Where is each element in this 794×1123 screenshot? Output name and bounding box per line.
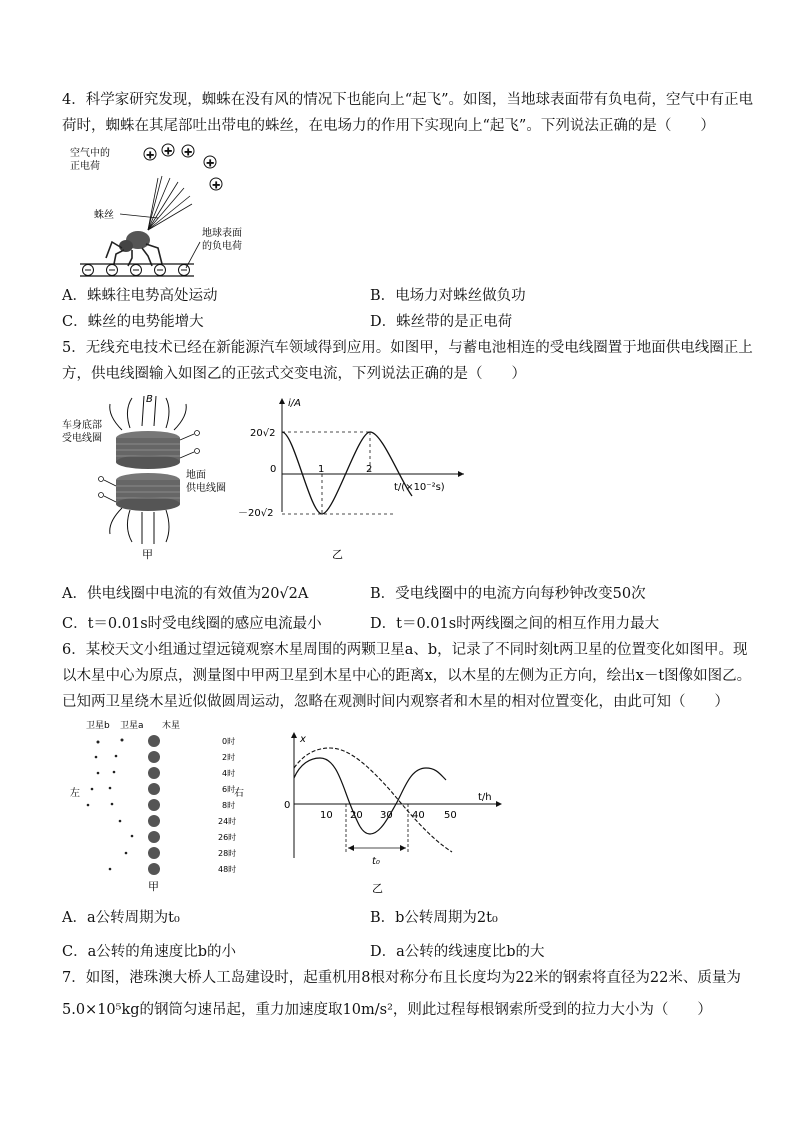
q5-stem-line2: 方，供电线圈输入如图乙的正弦式交变电流，下列说法正确的是（ ） [62, 366, 526, 382]
q6-sat-a-label: 卫星a [120, 721, 144, 731]
q6-curve-b [294, 748, 452, 852]
q6-time-labels [218, 736, 236, 874]
q4-negative-charges [83, 265, 190, 276]
q6-option-b[interactable]: B．b公转周期为2t₀ [370, 910, 498, 926]
svg-text:+: + [184, 147, 193, 158]
q4-stem-line1: 4．科学家研究发现，蜘蛛在没有风的情况下也能向上“起飞”。如图，当地球表面带有负电荷，空气中有正电 [62, 92, 754, 108]
q4-ground-label-1: 地球表面 [202, 228, 242, 239]
q4-stem-line2: 荷时，蜘蛛在其尾部吐出带电的蛛丝，在电场力的作用下实现向上“起飞”。下列说法正确的是（ ） [62, 118, 715, 134]
q6-caption-a: 甲 [148, 880, 159, 893]
svg-text:+: + [164, 146, 173, 157]
q5-option-a[interactable]: A．供电线圈中电流的有效值为20√2A [62, 586, 309, 602]
q6-xt-graph [280, 728, 510, 896]
q4-ground-label-2: 的负电荷 [202, 241, 242, 252]
q6-right-label: 右 [234, 788, 244, 799]
q7-stem-line1: 7．如图，港珠澳大桥人工岛建设时，起重机用8根对称分布且长度均为22米的钢索将直径为22米、质量为 [62, 970, 741, 986]
receiving-coil-icon [116, 431, 180, 469]
q7-stem-line2: 5.0×10⁵kg的钢筒匀速吊起，重力加速度取10m/s²，则此过程每根钢索所受到的拉力大小为（ ） [62, 1002, 712, 1018]
q6-x-tick-40: 40 [412, 810, 425, 821]
svg-text:24时: 24时 [218, 817, 237, 826]
svg-text:+: + [146, 150, 155, 161]
q5-b-label: B [146, 394, 153, 405]
q6-jupiter-label: 木星 [162, 721, 181, 731]
q5-origin-label: 0 [270, 464, 277, 475]
q5-ground-label-1: 地面 [186, 470, 206, 481]
q6-stem-line2: 以木星中心为原点，测量图中甲两卫星到木星中心的距离x，以木星的左侧为正方向，绘出x－t图像如图乙。 [62, 668, 752, 684]
q5-current-graph [236, 392, 476, 562]
q5-stem-line1: 5．无线充电技术已经在新能源汽车领域得到应用。如图甲，与蓄电池相连的受电线圈置于地面供电线圈正上 [62, 340, 753, 356]
q6-left-label: 左 [70, 788, 80, 799]
q6-observation-figure [62, 716, 262, 896]
q6-stem-line1: 6．某校天文小组通过望远镜观察木星周围的两颗卫星a、b，记录了不同时刻t两卫星的位置变化如图甲。现 [62, 642, 748, 658]
q4-spider-figure [62, 142, 282, 282]
q5-y-tick-positive: 20√2 [250, 428, 276, 439]
q5-ground-label-2: 供电线圈 [186, 483, 226, 494]
q4-silk-label: 蛛丝 [94, 210, 114, 221]
supply-coil-icon [116, 473, 180, 511]
q4-air-label-2: 正电荷 [70, 161, 100, 172]
q6-x-tick-30: 30 [380, 810, 393, 821]
svg-text:26时: 26时 [218, 833, 237, 842]
q4-air-label-1: 空气中的 [70, 148, 110, 159]
q5-caption-a: 甲 [142, 548, 153, 561]
svg-text:4时: 4时 [222, 769, 236, 778]
q6-x-axis-label: t/h [478, 792, 492, 803]
q5-option-d[interactable]: D．t＝0.01s时两线圈之间的相互作用力最大 [370, 616, 660, 632]
q5-sine-curve [282, 432, 412, 514]
q5-field-lines [110, 396, 187, 544]
q6-option-d[interactable]: D．a公转的线速度比b的大 [370, 944, 545, 960]
q6-origin-label: 0 [284, 800, 291, 811]
jupiter-icon-column [148, 735, 160, 875]
q6-x-tick-50: 50 [444, 810, 457, 821]
q4-silk-threads [148, 176, 192, 230]
svg-text:2时: 2时 [222, 753, 236, 762]
q5-option-b[interactable]: B．受电线圈中的电流方向每秒钟改变50次 [370, 586, 646, 602]
spider-icon [106, 231, 162, 266]
q6-t0-label: t₀ [372, 856, 380, 867]
q4-option-d[interactable]: D．蛛丝带的是正电荷 [370, 314, 513, 330]
q4-option-b[interactable]: B．电场力对蛛丝做负功 [370, 288, 526, 304]
svg-text:28时: 28时 [218, 849, 237, 858]
q6-x-tick-20: 20 [350, 810, 363, 821]
q5-x-tick-1: 1 [318, 464, 325, 475]
q5-car-label-1: 车身底部 [62, 420, 102, 431]
q6-stem-line3: 已知两卫星绕木星近似做圆周运动，忽略在观测时间内观察者和木星的相对位置变化，由此可知（ ） [62, 694, 729, 710]
svg-text:+: + [206, 158, 215, 169]
q6-sat-b-label: 卫星b [86, 721, 110, 731]
q6-caption-b: 乙 [372, 882, 383, 895]
q5-option-c[interactable]: C．t＝0.01s时受电线圈的感应电流最小 [62, 616, 322, 632]
q4-option-c[interactable]: C．蛛丝的电势能增大 [62, 314, 204, 330]
q5-x-axis-label: t/(×10⁻²s) [394, 482, 445, 493]
svg-text:48时: 48时 [218, 865, 237, 874]
svg-text:6时: 6时 [222, 785, 236, 794]
q6-curve-a [294, 758, 446, 834]
q4-option-a[interactable]: A．蛛蛛往电势高处运动 [62, 288, 218, 304]
q6-option-a[interactable]: A．a公转周期为t₀ [62, 910, 180, 926]
q4-positive-charges [144, 144, 222, 191]
q5-caption-b: 乙 [332, 548, 343, 561]
q6-y-axis-label: x [300, 734, 306, 745]
svg-text:8时: 8时 [222, 801, 236, 810]
q5-y-tick-negative: －20√2 [238, 508, 274, 519]
svg-text:+: + [212, 180, 221, 191]
q5-car-label-2: 受电线圈 [62, 433, 102, 444]
q6-option-c[interactable]: C．a公转的角速度比b的小 [62, 944, 237, 960]
q6-x-tick-10: 10 [320, 810, 333, 821]
q5-x-tick-2: 2 [366, 464, 373, 475]
q5-coil-figure [62, 392, 242, 562]
q6-satellite-dots [87, 739, 134, 871]
q5-y-axis-label: i/A [288, 398, 301, 409]
svg-text:0时: 0时 [222, 737, 236, 746]
